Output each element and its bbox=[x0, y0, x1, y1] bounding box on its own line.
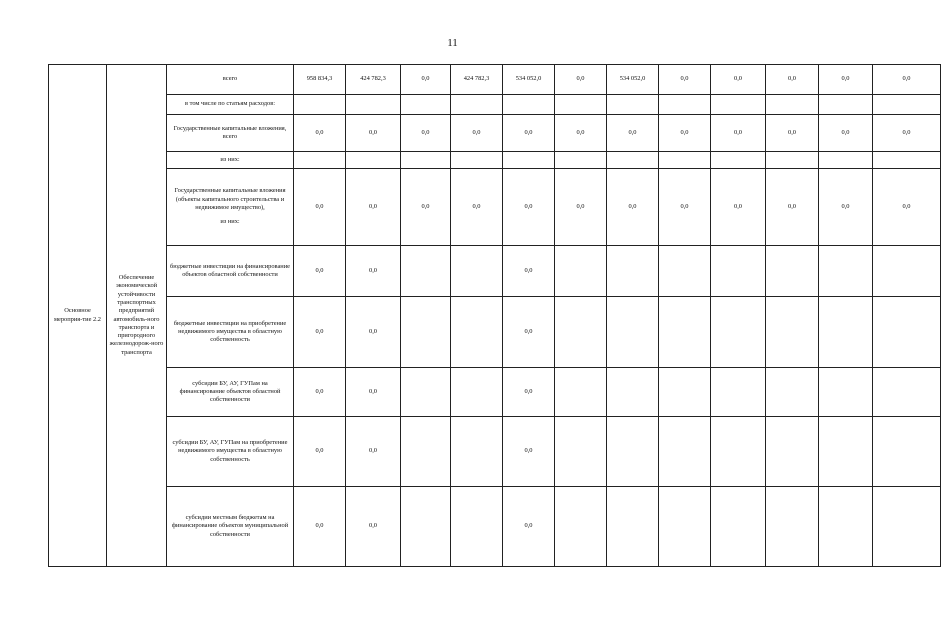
value-cell bbox=[401, 487, 451, 567]
value-cell bbox=[659, 95, 711, 115]
value-cell bbox=[766, 368, 819, 417]
value-cell: 0,0 bbox=[294, 115, 346, 152]
value-cell: 424 782,3 bbox=[451, 65, 503, 95]
value-cell: 0,0 bbox=[555, 115, 607, 152]
event-name-cell: Обеспечение экономической устойчивости транспортных предприятий автомобиль-ного транспорта и пригородного железнодорож-ного транспорта bbox=[107, 65, 167, 567]
value-cell bbox=[607, 152, 659, 169]
value-cell bbox=[873, 246, 941, 297]
value-cell bbox=[873, 152, 941, 169]
value-cell: 0,0 bbox=[659, 65, 711, 95]
value-cell: 0,0 bbox=[294, 246, 346, 297]
value-cell bbox=[659, 246, 711, 297]
value-cell bbox=[711, 297, 766, 368]
value-cell: 0,0 bbox=[346, 297, 401, 368]
value-cell: 0,0 bbox=[819, 169, 873, 246]
value-cell bbox=[711, 417, 766, 487]
value-cell: 0,0 bbox=[503, 169, 555, 246]
value-cell bbox=[451, 487, 503, 567]
value-cell bbox=[819, 246, 873, 297]
value-cell: 958 834,3 bbox=[294, 65, 346, 95]
value-cell: 534 052,0 bbox=[607, 65, 659, 95]
value-cell: 0,0 bbox=[503, 297, 555, 368]
value-cell bbox=[607, 417, 659, 487]
value-cell bbox=[659, 487, 711, 567]
row-label: субсидии БУ, АУ, ГУПам на приобретение недвижимого имущества в областную собственность bbox=[172, 439, 288, 463]
value-cell bbox=[555, 246, 607, 297]
value-cell: 0,0 bbox=[766, 169, 819, 246]
row-label: из них: bbox=[220, 155, 240, 163]
row-label-cell bbox=[167, 417, 294, 487]
row-label-cell bbox=[167, 65, 294, 95]
value-cell: 0,0 bbox=[294, 169, 346, 246]
row-label-cell bbox=[167, 115, 294, 152]
value-cell bbox=[607, 368, 659, 417]
value-cell bbox=[346, 152, 401, 169]
value-cell bbox=[711, 246, 766, 297]
row-label-cell bbox=[167, 95, 294, 115]
row-label: Государственные капитальные вложения (объекты капитального строительства и недвижимое имущество), bbox=[174, 187, 286, 211]
value-cell bbox=[555, 152, 607, 169]
value-cell bbox=[711, 95, 766, 115]
value-cell bbox=[766, 417, 819, 487]
value-cell: 0,0 bbox=[346, 487, 401, 567]
row-label: в том числе по статьям расходов: bbox=[185, 100, 275, 108]
value-cell bbox=[451, 368, 503, 417]
value-cell bbox=[873, 487, 941, 567]
value-cell bbox=[873, 368, 941, 417]
value-cell bbox=[766, 152, 819, 169]
value-cell: 0,0 bbox=[873, 65, 941, 95]
value-cell bbox=[711, 487, 766, 567]
value-cell bbox=[659, 368, 711, 417]
value-cell: 0,0 bbox=[607, 169, 659, 246]
value-cell bbox=[659, 417, 711, 487]
value-cell bbox=[555, 417, 607, 487]
value-cell: 0,0 bbox=[294, 368, 346, 417]
value-cell bbox=[819, 297, 873, 368]
table-row bbox=[49, 152, 941, 169]
value-cell bbox=[711, 368, 766, 417]
value-cell bbox=[819, 417, 873, 487]
value-cell bbox=[873, 95, 941, 115]
row-label-cell bbox=[167, 246, 294, 297]
value-cell: 0,0 bbox=[711, 115, 766, 152]
value-cell bbox=[555, 95, 607, 115]
row-label-cell bbox=[167, 169, 294, 246]
value-cell: 0,0 bbox=[766, 115, 819, 152]
value-cell bbox=[555, 368, 607, 417]
value-cell: 0,0 bbox=[607, 115, 659, 152]
value-cell bbox=[607, 246, 659, 297]
value-cell: 0,0 bbox=[555, 65, 607, 95]
value-cell: 0,0 bbox=[294, 417, 346, 487]
value-cell: 0,0 bbox=[401, 169, 451, 246]
value-cell: 0,0 bbox=[294, 297, 346, 368]
table-row bbox=[49, 417, 941, 487]
row-label: субсидии местным бюджетам на финансирование объектов муниципальной собственности bbox=[171, 514, 289, 538]
value-cell bbox=[659, 297, 711, 368]
table-row bbox=[49, 368, 941, 417]
table-row bbox=[49, 246, 941, 297]
value-cell bbox=[451, 152, 503, 169]
row-label-cell bbox=[167, 152, 294, 169]
value-cell bbox=[503, 152, 555, 169]
value-cell bbox=[819, 152, 873, 169]
budget-table bbox=[48, 64, 941, 567]
page-number: 11 bbox=[447, 37, 458, 49]
value-cell bbox=[401, 417, 451, 487]
value-cell bbox=[766, 297, 819, 368]
value-cell bbox=[401, 297, 451, 368]
value-cell: 0,0 bbox=[503, 115, 555, 152]
value-cell bbox=[607, 297, 659, 368]
value-cell bbox=[873, 417, 941, 487]
table-row bbox=[49, 95, 941, 115]
value-cell: 0,0 bbox=[346, 246, 401, 297]
value-cell: 0,0 bbox=[346, 169, 401, 246]
value-cell: 0,0 bbox=[711, 65, 766, 95]
table-row bbox=[49, 297, 941, 368]
value-cell bbox=[819, 95, 873, 115]
value-cell bbox=[503, 95, 555, 115]
value-cell bbox=[346, 95, 401, 115]
value-cell bbox=[401, 368, 451, 417]
value-cell bbox=[401, 152, 451, 169]
value-cell: 0,0 bbox=[401, 115, 451, 152]
value-cell bbox=[819, 487, 873, 567]
event-label-cell: Основное мероприя-тие 2.2 bbox=[49, 65, 107, 567]
value-cell: 0,0 bbox=[346, 115, 401, 152]
value-cell: 424 782,3 bbox=[346, 65, 401, 95]
row-label: всего bbox=[222, 75, 238, 83]
value-cell bbox=[766, 487, 819, 567]
value-cell: 0,0 bbox=[346, 368, 401, 417]
table-row bbox=[49, 115, 941, 152]
value-cell: 0,0 bbox=[451, 115, 503, 152]
value-cell: 0,0 bbox=[555, 169, 607, 246]
value-cell bbox=[294, 95, 346, 115]
value-cell bbox=[451, 246, 503, 297]
value-cell bbox=[451, 417, 503, 487]
row-label-cell bbox=[167, 368, 294, 417]
row-label: бюджетные инвестиции на финансирование объектов областной собственности bbox=[170, 262, 290, 278]
value-cell: 0,0 bbox=[503, 246, 555, 297]
value-cell: 0,0 bbox=[401, 65, 451, 95]
value-cell: 0,0 bbox=[294, 487, 346, 567]
row-label: бюджетные инвестиции на приобретение недвижимого имущества в областную собственность bbox=[173, 319, 287, 344]
value-cell bbox=[555, 297, 607, 368]
row-label: Государственные капитальные вложения, всего bbox=[173, 124, 287, 140]
row-label-cell bbox=[167, 297, 294, 368]
value-cell bbox=[555, 487, 607, 567]
value-cell bbox=[873, 297, 941, 368]
row-label: субсидии БУ, АУ, ГУПам на финансирование объектов областной собственности bbox=[179, 379, 281, 404]
value-cell: 0,0 bbox=[346, 417, 401, 487]
value-cell: 0,0 bbox=[451, 169, 503, 246]
table-row bbox=[49, 169, 941, 246]
value-cell bbox=[607, 95, 659, 115]
value-cell: 0,0 bbox=[766, 65, 819, 95]
value-cell bbox=[401, 246, 451, 297]
value-cell bbox=[607, 487, 659, 567]
value-cell: 0,0 bbox=[819, 65, 873, 95]
table-row bbox=[49, 487, 941, 567]
value-cell: 534 052,0 bbox=[503, 65, 555, 95]
value-cell: 0,0 bbox=[659, 169, 711, 246]
value-cell bbox=[401, 95, 451, 115]
value-cell: 0,0 bbox=[819, 115, 873, 152]
value-cell bbox=[659, 152, 711, 169]
value-cell bbox=[711, 152, 766, 169]
value-cell bbox=[294, 152, 346, 169]
value-cell: 0,0 bbox=[659, 115, 711, 152]
value-cell bbox=[451, 95, 503, 115]
value-cell: 0,0 bbox=[873, 169, 941, 246]
value-cell bbox=[819, 368, 873, 417]
value-cell: 0,0 bbox=[873, 115, 941, 152]
value-cell bbox=[766, 95, 819, 115]
row-label-cell bbox=[167, 487, 294, 567]
table-row bbox=[49, 65, 941, 95]
value-cell: 0,0 bbox=[503, 487, 555, 567]
value-cell bbox=[766, 246, 819, 297]
value-cell: 0,0 bbox=[503, 417, 555, 487]
value-cell bbox=[451, 297, 503, 368]
value-cell: 0,0 bbox=[711, 169, 766, 246]
row-sublabel: из них: bbox=[220, 218, 240, 226]
value-cell: 0,0 bbox=[503, 368, 555, 417]
